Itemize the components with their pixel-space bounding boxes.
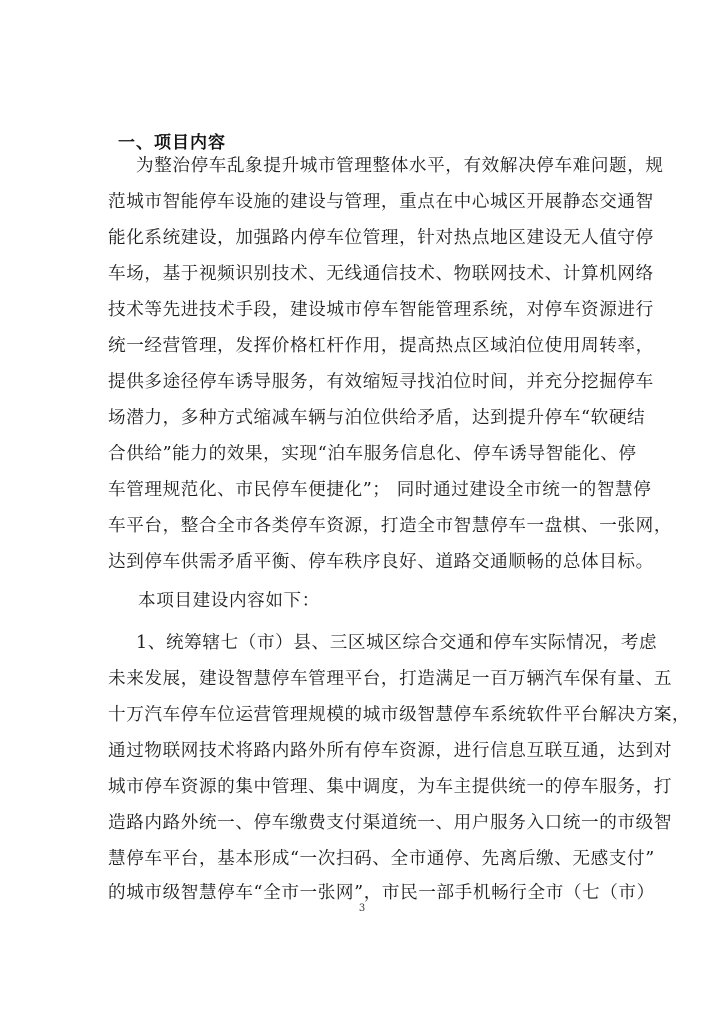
paragraph-line: 场潜力，多种方式缩减车辆与泊位供给矛盾，达到提升停车“软硬结 <box>108 408 646 428</box>
paragraph-line: 技术等先进技术手段，建设城市停车智能管理系统，对停车资源进行 <box>108 300 654 320</box>
paragraph-line: 通过物联网技术将路内路外所有停车资源，进行信息互联互通，达到对 <box>108 741 673 761</box>
paragraph-line: 十万汽车停车位运营管理规模的城市级智慧停车系统软件平台解决方案， <box>108 705 691 725</box>
paragraph-line: 统一经营管理，发挥价格杠杆作用，提高热点区域泊位使用周转率， <box>108 336 654 356</box>
paragraph-line: 提供多途径停车诱导服务，有效缩短寻找泊位时间，并充分挖掘停车 <box>108 372 654 392</box>
paragraph-line: 本项目建设内容如下： <box>138 591 320 611</box>
paragraph-line: 能化系统建设，加强路内停车位管理，针对热点地区建设无人值守停 <box>108 228 654 248</box>
paragraph-line: 未来发展，建设智慧停车管理平台，打造满足一百万辆汽车保有量、五 <box>108 669 673 689</box>
paragraph-line: 造路内路外统一、停车缴费支付渠道统一、用户服务入口统一的市级智 <box>108 813 673 833</box>
section-heading: 一、项目内容 <box>118 133 226 153</box>
paragraph-line: 为整治停车乱象提升城市管理整体水平，有效解决停车难问题，规 <box>136 156 664 176</box>
paragraph-line: 达到停车供需矛盾平衡、停车秩序良好、道路交通顺畅的总体目标。 <box>108 552 654 572</box>
paragraph-line: 车管理规范化、市民停车便捷化”； 同时通过建设全市统一的智慧停 <box>108 480 652 500</box>
paragraph-line: 慧停车平台，基本形成“一次扫码、全市通停、先离后缴、无感支付” <box>108 849 655 869</box>
paragraph-line: 城市停车资源的集中管理、集中调度，为车主提供统一的停车服务，打 <box>108 777 673 797</box>
paragraph-line: 范城市智能停车设施的建设与管理，重点在中心城区开展静态交通智 <box>108 192 654 212</box>
paragraph-line: 的城市级智慧停车“全市一张网”，市民一部手机畅行全市（七（市） <box>108 883 655 903</box>
paragraph-line: 车平台，整合全市各类停车资源，打造全市智慧停车一盘棋、一张网， <box>108 516 673 536</box>
paragraph-line: 合供给”能力的效果，实现“泊车服务信息化、停车诱导智能化、停 <box>108 444 637 464</box>
paragraph-line: 车场，基于视频识别技术、无线通信技术、物联网技术、计算机网络 <box>108 264 654 284</box>
page-number: 3 <box>358 903 366 914</box>
paragraph-line: 1、统筹辖七（市）县、三区城区综合交通和停车实际情况，考虑 <box>136 633 658 653</box>
